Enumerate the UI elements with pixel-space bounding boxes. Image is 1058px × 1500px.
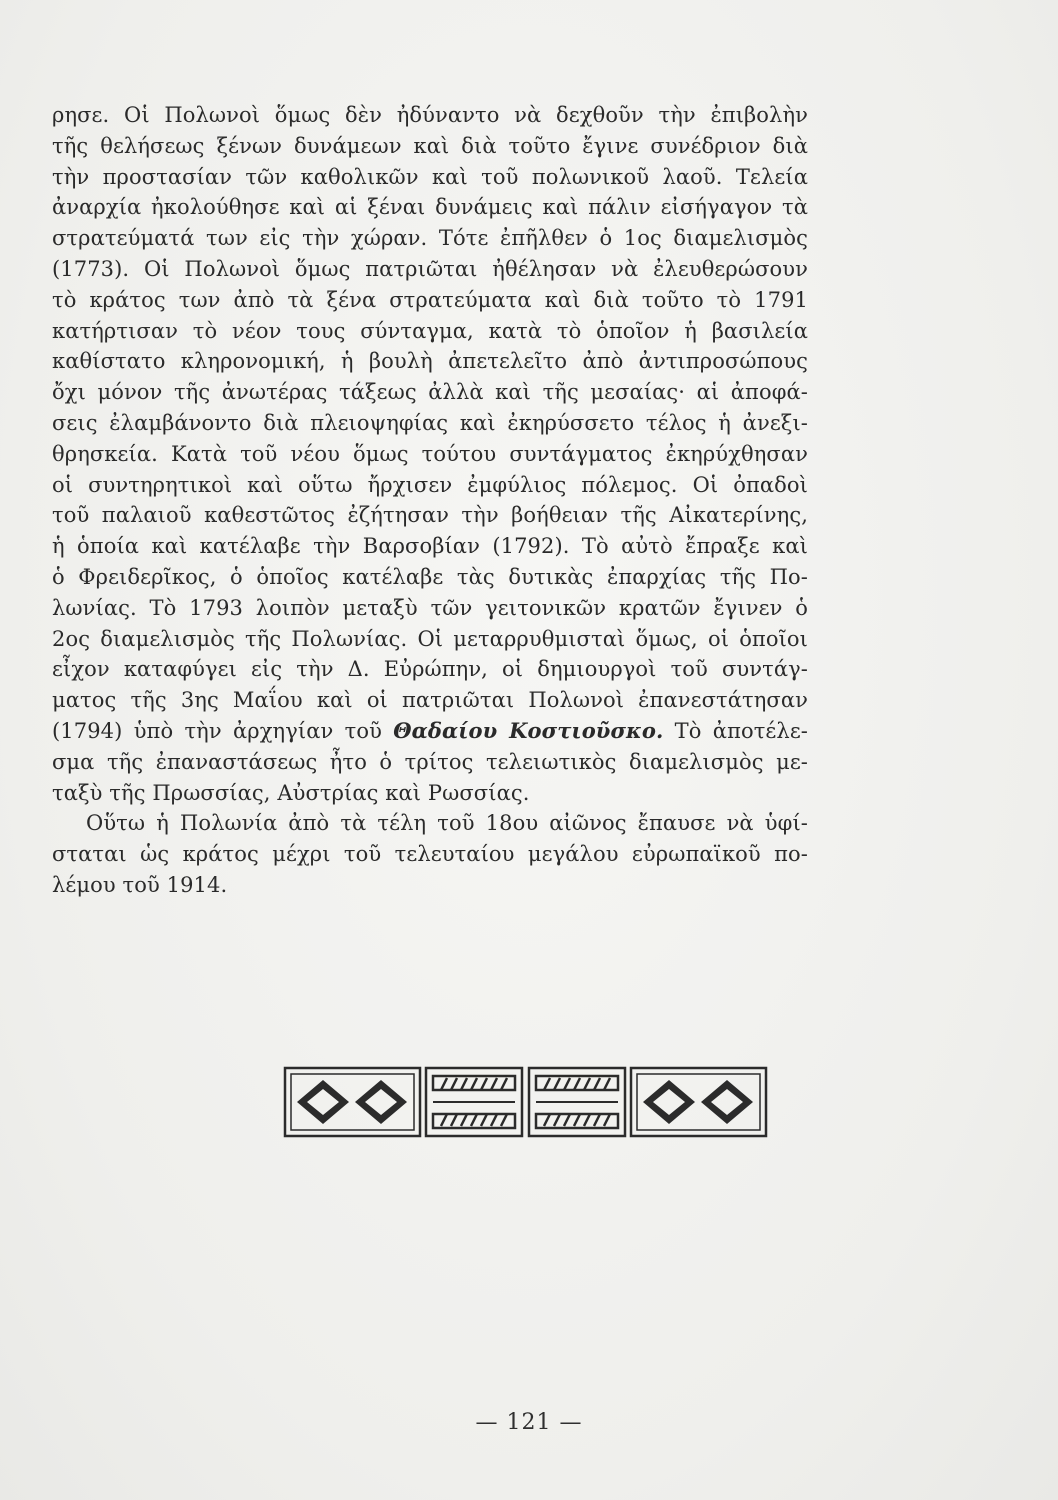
- text-line: τοῦ παλαιοῦ καθεστῶτος ἐζήτησαν τὴν βοήθειαν τῆς Αἰκατερίνης,: [52, 503, 808, 528]
- text-line: λέμου τοῦ 1914.: [52, 872, 228, 897]
- text-line: ὄχι μόνον τῆς ἀνωτέρας τάξεως ἀλλὰ καὶ τῆς μεσαίας· αἱ ἀποφά-: [52, 380, 808, 405]
- text-line: οἱ συντηρητικοὶ καὶ οὕτω ἤρχισεν ἐμφύλιος πόλεμος. Οἱ ὀπαδοὶ: [52, 472, 808, 497]
- text-line: εἶχον καταφύγει εἰς τὴν Δ. Εὐρώπην, οἱ δημιουργοὶ τοῦ συντάγ-: [52, 657, 808, 682]
- text-line: κατήρτισαν τὸ νέον τους σύνταγμα, κατὰ τὸ ὁποῖον ἡ βασιλεία: [52, 318, 808, 343]
- text-line: 2ος διαμελισμὸς τῆς Πολωνίας. Οἱ μεταρρυθμισταὶ ὅμως, οἱ ὁποῖοι: [52, 626, 808, 651]
- text-line: ἡ ὁποία καὶ κατέλαβε τὴν Βαρσοβίαν (1792). Τὸ αὐτὸ ἔπραξε καὶ: [52, 534, 808, 559]
- text-line: σεις ἐλαμβάνοντο διὰ πλειοψηφίας καὶ ἐκηρύσσετο τέλος ἡ ἀνεξι-: [52, 410, 808, 435]
- paragraph-first-line: Οὕτω ἡ Πολωνία ἀπὸ τὰ τέλη τοῦ 18ου αἰῶνος ἔπαυσε νὰ ὑφί-: [86, 811, 808, 836]
- text-line: ματος τῆς 3ης Μαΐου καὶ οἱ πατριῶται Πολωνοὶ ἐπανεστάτησαν: [52, 688, 808, 713]
- text-line: σμα τῆς ἐπαναστάσεως ἦτο ὁ τρίτος τελειωτικὸς διαμελισμὸς με-: [52, 749, 808, 774]
- text-line: [52, 716, 808, 747]
- text-line: ἀναρχία ἠκολούθησε καὶ αἱ ξέναι δυνάμεις καὶ πάλιν εἰσήγαγον τὰ: [52, 195, 808, 220]
- text-line: ταξὺ τῆς Πρωσσίας, Αὐστρίας καὶ Ρωσσίας.: [52, 780, 530, 805]
- text-line: (1773). Οἱ Πολωνοὶ ὅμως πατριῶται ἠθέλησαν νὰ ἐλευθερώσουν: [52, 256, 808, 281]
- text-line: ὁ Φρειδερῖκος, ὁ ὁποῖος κατέλαβε τὰς δυτικὰς ἐπαρχίας τῆς Πο-: [52, 564, 808, 589]
- text-line: ρησε. Οἱ Πολωνοὶ ὅμως δὲν ἠδύναντο νὰ δεχθοῦν τὴν ἐπιβολὴν: [52, 103, 808, 127]
- text-line: θρησκεία. Κατὰ τοῦ νέου ὅμως τούτου συντάγματος ἐκηρύχθησαν: [52, 441, 808, 466]
- person-name: Θαδαίου Κοστιοῦσκο.: [393, 717, 664, 743]
- text-line: τῆς θελήσεως ξένων δυνάμεων καὶ διὰ τοῦτο ἔγινε συνέδριον διὰ: [52, 133, 808, 158]
- text-line: στρατεύματά των εἰς τὴν χώραν. Τότε ἐπῆλθεν ὁ 1ος διαμελισμὸς: [52, 226, 808, 251]
- decorative-ornament: [283, 1066, 768, 1138]
- text-line: καθίστατο κληρονομική, ἡ βουλὴ ἀπετελεῖτο ἀπὸ ἀντιπροσώπους: [52, 349, 808, 374]
- text-segment: Τὸ ἀποτέλε-: [663, 718, 808, 743]
- text-line: λωνίας. Τὸ 1793 λοιπὸν μεταξὺ τῶν γειτονικῶν κρατῶν ἔγινεν ὁ: [52, 595, 808, 620]
- text-segment: (1794) ὑπὸ τὴν ἀρχηγίαν τοῦ: [52, 718, 394, 743]
- text-line: τὸ κράτος των ἀπὸ τὰ ξένα στρατεύματα καὶ διὰ τοῦτο τὸ 1791: [52, 287, 808, 312]
- body-text: [52, 100, 808, 901]
- page-number: — 121 —: [475, 1410, 583, 1435]
- text-line: σταται ὡς κράτος μέχρι τοῦ τελευταίου μεγάλου εὐρωπαϊκοῦ πο-: [52, 842, 808, 867]
- text-line: τὴν προστασίαν τῶν καθολικῶν καὶ τοῦ πολωνικοῦ λαοῦ. Τελεία: [52, 164, 808, 189]
